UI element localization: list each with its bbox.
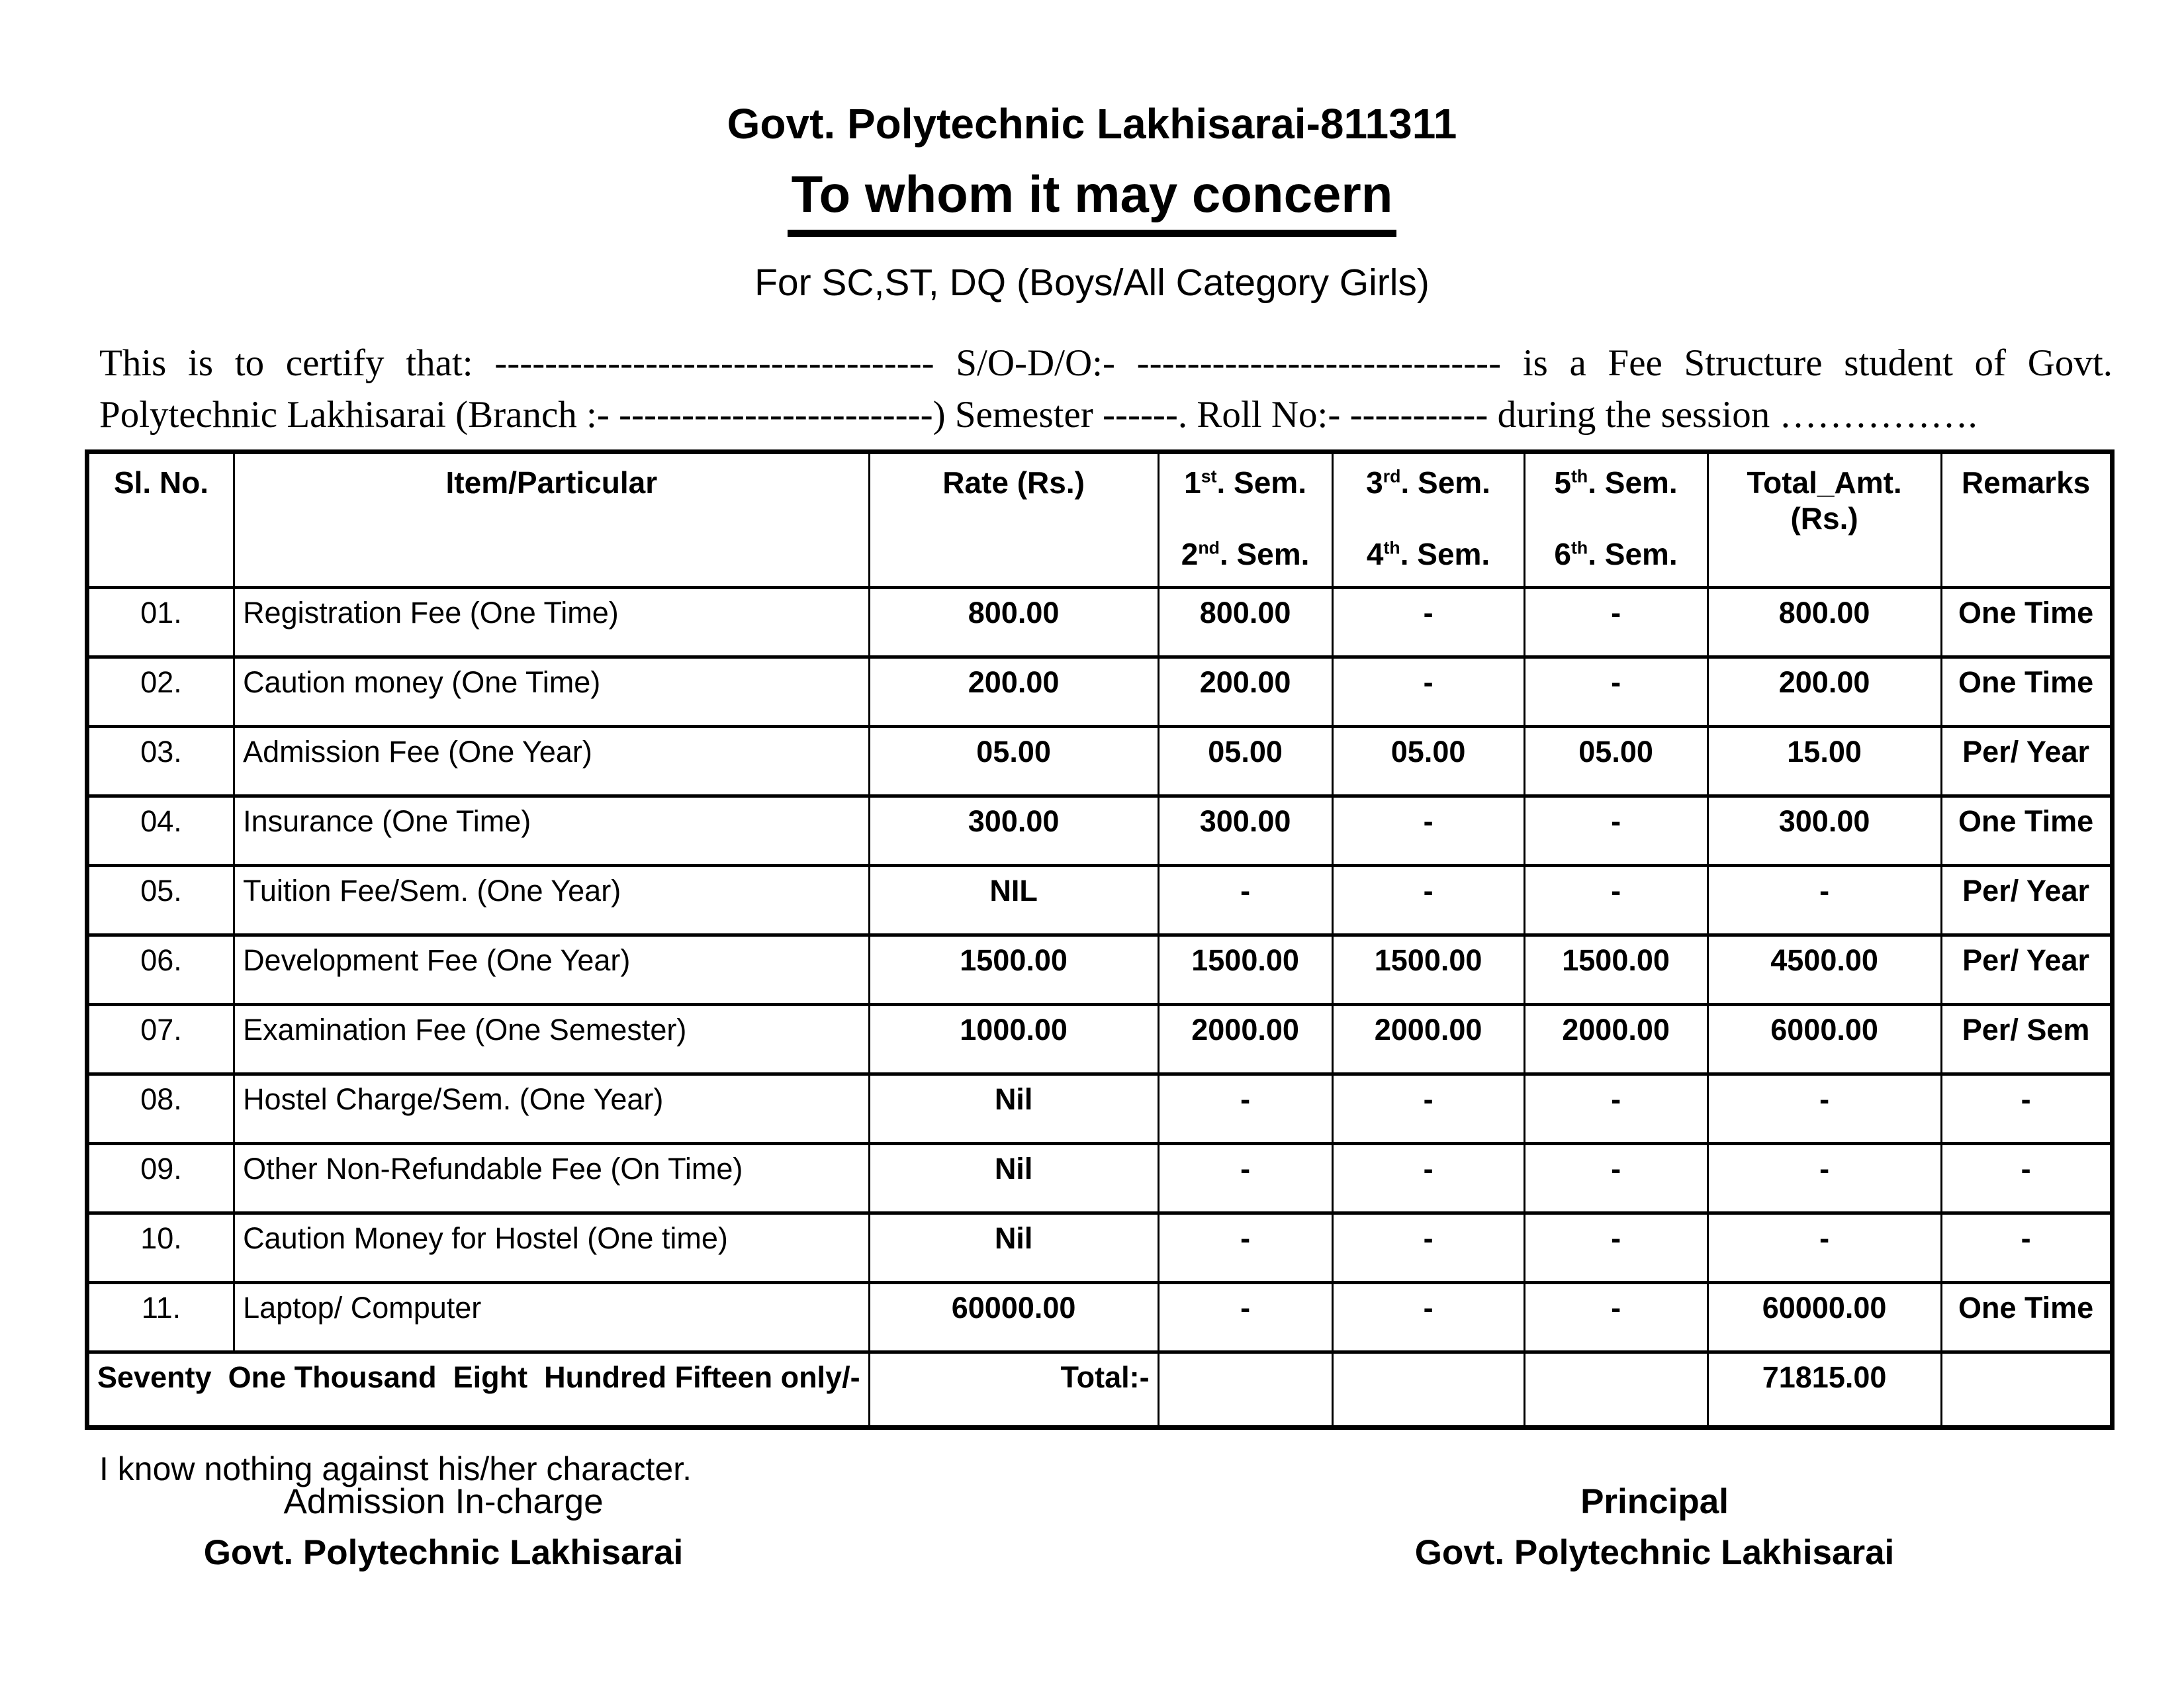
remarks-cell: One Time [1941,657,2112,727]
fee-row [87,1283,2113,1352]
rate-cell: Nil [869,1144,1158,1213]
rate-cell: 05.00 [869,727,1158,796]
sl-cell: 02. [87,657,234,727]
empty-cell [1941,1352,2112,1428]
sem12-cell: 05.00 [1158,727,1332,796]
col-header-remarks: Remarks [1941,452,2112,588]
item-cell: Laptop/ Computer [234,1283,870,1352]
sem56-cell: 05.00 [1524,727,1707,796]
sem34-cell: 2000.00 [1332,1005,1524,1074]
fee-row [87,1074,2113,1144]
total-cell: 800.00 [1707,588,1941,657]
fee-row [87,1144,2113,1213]
grand-total-cell: 71815.00 [1707,1352,1941,1428]
sem56-cell: - [1524,1283,1707,1352]
total-cell: 15.00 [1707,727,1941,796]
item-cell: Caution Money for Hostel (One time) [234,1213,870,1283]
character-note: I know nothing against his/her character. [99,1450,692,1488]
sem12-cell: 800.00 [1158,588,1332,657]
fee-row [87,796,2113,866]
sem-4-label: 4th. Sem. [1366,537,1490,572]
sl-cell: 11. [87,1283,234,1352]
sl-cell: 08. [87,1074,234,1144]
sl-cell: 04. [87,796,234,866]
total-cell: 60000.00 [1707,1283,1941,1352]
total-cell: - [1707,1074,1941,1144]
item-cell: Caution money (One Time) [234,657,870,727]
sem-1-label: 1st. Sem. [1184,465,1306,500]
signature-role: Admission In-charge [283,1482,604,1521]
sem12-cell: - [1158,1074,1332,1144]
fee-row [87,935,2113,1005]
rate-cell: 200.00 [869,657,1158,727]
certificate-line-1: This is to certify that: ----------------------------------- S/O-D/O:- ----------------------------- is a Fee Structure student of Govt. [99,342,2113,384]
total-cell: 200.00 [1707,657,1941,727]
sem56-cell: - [1524,657,1707,727]
sem12-cell: - [1158,1213,1332,1283]
total-cell: 6000.00 [1707,1005,1941,1074]
sem34-cell: - [1332,1283,1524,1352]
col-header-sem-1-2 [1158,452,1332,588]
total-cell: 4500.00 [1707,935,1941,1005]
amount-in-words-cell: Seventy One Thousand Eight Hundred Fifteen only/- [87,1352,870,1428]
total-cell: - [1707,1213,1941,1283]
total-amt-label-line1: Total_Amt. [1747,465,1902,500]
signature-block-principal [1390,1481,1919,1573]
item-cell: Examination Fee (One Semester) [234,1005,870,1074]
remarks-cell: One Time [1941,1283,2112,1352]
sem-2-label: 2nd. Sem. [1181,537,1310,572]
total-label-cell: Total:- [869,1352,1158,1428]
sl-cell: 07. [87,1005,234,1074]
rate-cell: 300.00 [869,796,1158,866]
sem56-cell: - [1524,796,1707,866]
rate-cell: Nil [869,1213,1158,1283]
sem56-cell: - [1524,866,1707,935]
sem12-cell: 2000.00 [1158,1005,1332,1074]
col-header-sem-3-4 [1332,452,1524,588]
col-header-total-amt [1707,452,1941,588]
rate-cell: Nil [869,1074,1158,1144]
sl-cell: 01. [87,588,234,657]
empty-cell [1524,1352,1707,1428]
sl-cell: 10. [87,1213,234,1283]
remarks-cell: One Time [1941,588,2112,657]
rate-cell: 800.00 [869,588,1158,657]
sem-6-label: 6th. Sem. [1554,537,1678,572]
fee-row [87,588,2113,657]
remarks-cell: Per/ Year [1941,866,2112,935]
certificate-paragraph [99,338,2113,440]
subject-underlined-text: To whom it may concern [788,164,1397,237]
category-line: For SC,ST, DQ (Boys/All Category Girls) [754,261,1430,304]
sem56-cell: - [1524,588,1707,657]
rate-cell: 1000.00 [869,1005,1158,1074]
sem-3-label: 3rd. Sem. [1366,465,1490,500]
sem34-cell: - [1332,657,1524,727]
fee-row [87,1005,2113,1074]
remarks-cell: - [1941,1144,2112,1213]
fee-row [87,866,2113,935]
sem56-cell: 2000.00 [1524,1005,1707,1074]
subject-line [0,164,2184,237]
total-cell: - [1707,866,1941,935]
sl-cell: 03. [87,727,234,796]
sem12-cell: - [1158,1283,1332,1352]
total-cell: 300.00 [1707,796,1941,866]
page-title: Govt. Polytechnic Lakhisarai-811311 [727,100,1457,148]
sem56-cell: - [1524,1144,1707,1213]
rate-cell: 1500.00 [869,935,1158,1005]
remarks-cell: - [1941,1074,2112,1144]
item-cell: Other Non-Refundable Fee (On Time) [234,1144,870,1213]
sem12-cell: 200.00 [1158,657,1332,727]
sem34-cell: - [1332,866,1524,935]
sem34-cell: - [1332,1144,1524,1213]
sl-cell: 05. [87,866,234,935]
remarks-cell: - [1941,1213,2112,1283]
sem12-cell: 300.00 [1158,796,1332,866]
fee-structure-table [85,449,2115,1430]
sem34-cell: 05.00 [1332,727,1524,796]
rate-cell: NIL [869,866,1158,935]
sem56-cell: - [1524,1074,1707,1144]
remarks-cell: Per/ Year [1941,935,2112,1005]
sem34-cell: - [1332,588,1524,657]
sem12-cell: - [1158,1144,1332,1213]
sl-cell: 09. [87,1144,234,1213]
fee-row [87,727,2113,796]
item-cell: Registration Fee (One Time) [234,588,870,657]
remarks-cell: Per/ Year [1941,727,2112,796]
remarks-cell: Per/ Sem [1941,1005,2112,1074]
signature-block-admission-incharge [179,1481,708,1573]
sem34-cell: - [1332,796,1524,866]
fee-row [87,1213,2113,1283]
empty-cell [1332,1352,1524,1428]
total-amt-label-line2: (Rs.) [1790,501,1858,536]
col-header-item: Item/Particular [234,452,870,588]
total-cell: - [1707,1144,1941,1213]
sem34-cell: - [1332,1213,1524,1283]
sem56-cell: 1500.00 [1524,935,1707,1005]
item-cell: Insurance (One Time) [234,796,870,866]
sl-cell: 06. [87,935,234,1005]
sem34-cell: - [1332,1074,1524,1144]
item-cell: Development Fee (One Year) [234,935,870,1005]
table-header-row [87,452,2113,588]
empty-cell [1158,1352,1332,1428]
item-cell: Hostel Charge/Sem. (One Year) [234,1074,870,1144]
col-header-rate: Rate (Rs.) [869,452,1158,588]
col-header-sem-5-6 [1524,452,1707,588]
sem56-cell: - [1524,1213,1707,1283]
col-header-sl-no: Sl. No. [87,452,234,588]
sem-5-label: 5th. Sem. [1554,465,1678,500]
sem12-cell: 1500.00 [1158,935,1332,1005]
sem12-cell: - [1158,866,1332,935]
remarks-cell: One Time [1941,796,2112,866]
sem34-cell: 1500.00 [1332,935,1524,1005]
item-cell: Tuition Fee/Sem. (One Year) [234,866,870,935]
fee-row [87,657,2113,727]
total-row [87,1352,2113,1428]
signature-role: Principal [1580,1482,1729,1521]
certificate-line-2: Polytechnic Lakhisarai (Branch :- -------------------------) Semester ------. Roll No:- ----------- during the session ……………. [99,393,1978,436]
item-cell: Admission Fee (One Year) [234,727,870,796]
rate-cell: 60000.00 [869,1283,1158,1352]
signature-org: Govt. Polytechnic Lakhisarai [203,1533,684,1572]
signature-org: Govt. Polytechnic Lakhisarai [1414,1533,1895,1572]
